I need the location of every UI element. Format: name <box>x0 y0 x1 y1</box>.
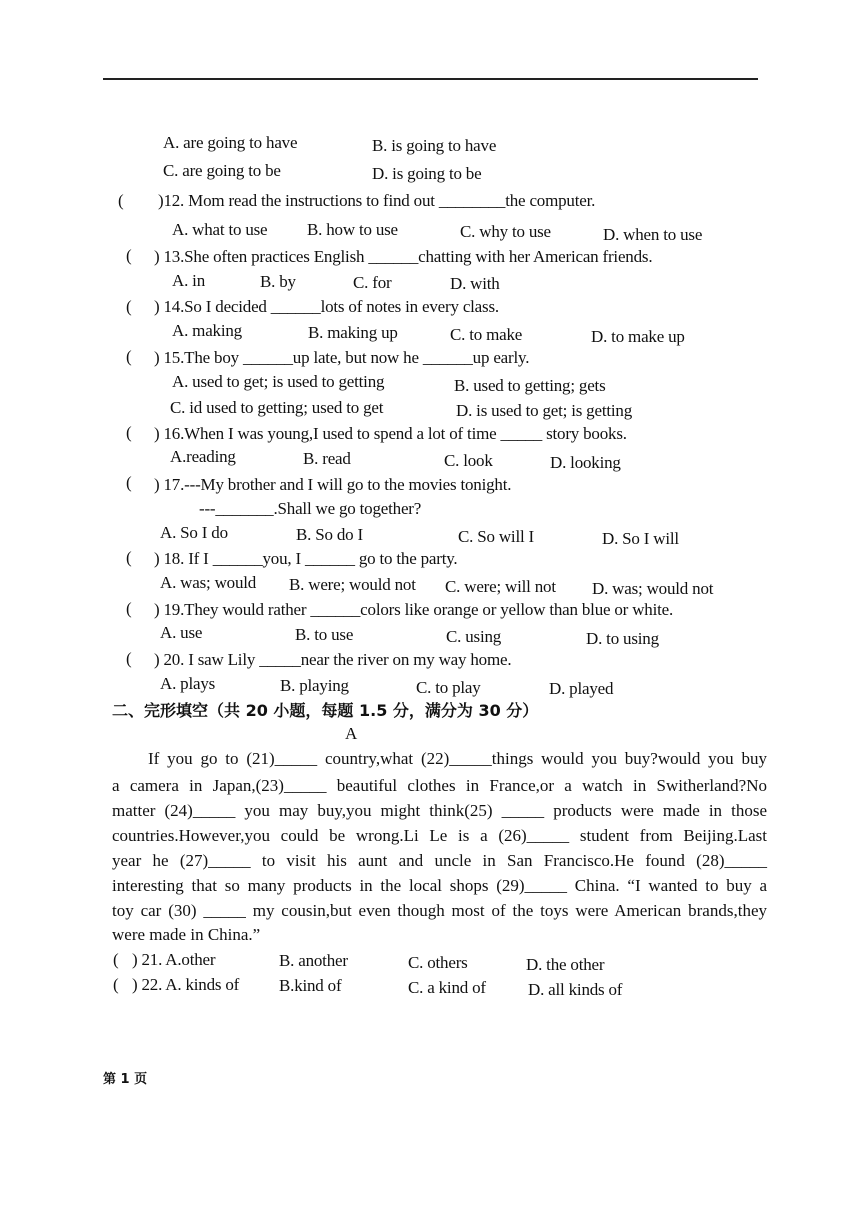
answer-paren: ( <box>113 950 119 969</box>
question-stem: ) 16.When I was young,I used to spend a lot of time _____ story books. <box>154 424 627 443</box>
passage-line: interesting that so many products in the local shops (29)_____ China. “I wanted to buy a <box>112 876 767 895</box>
question-stem: ) 18. If I ______you, I ______ go to the party. <box>154 549 458 568</box>
question-stem: ) 21. A.other <box>132 950 216 969</box>
option: C. for <box>353 273 392 292</box>
q11-option-b: B. is going to have <box>372 136 497 155</box>
option: D. So I will <box>602 529 679 548</box>
answer-paren: ( <box>126 473 132 492</box>
option: A. So I do <box>160 523 228 542</box>
option: A. making <box>172 321 242 340</box>
option: C. a kind of <box>408 978 486 997</box>
page-number: 第 1 页 <box>103 1072 148 1087</box>
question-stem: ) 14.So I decided ______lots of notes in every class. <box>154 297 499 316</box>
option: A. what to use <box>172 220 268 239</box>
option: C. why to use <box>460 222 551 241</box>
option: D. the other <box>526 955 605 974</box>
option: D. all kinds of <box>528 980 623 999</box>
option: A. was; would <box>160 573 257 592</box>
passage-line: a camera in Japan,(23)_____ beautiful clothes in France,or a watch in Switherland?No <box>112 776 767 795</box>
header-rule <box>103 78 758 80</box>
question-stem: ) 15.The boy ______up late, but now he ______up early. <box>154 348 530 367</box>
answer-paren: ( <box>126 423 132 442</box>
passage-line: matter (24)_____ you may buy,you might think(25) _____ products were made in those <box>112 801 767 820</box>
question-stem: ) 19.They would rather ______colors like orange or yellow than blue or white. <box>154 600 674 619</box>
q11-option-a: A. are going to have <box>163 133 298 152</box>
option: A. plays <box>160 674 216 693</box>
option: C. others <box>408 953 468 972</box>
option: D. was; would not <box>592 579 714 598</box>
passage-line: year he (27)_____ to visit his aunt and uncle in San Francisco.He found (28)_____ <box>112 851 767 870</box>
option: A.reading <box>170 447 236 466</box>
option: D. played <box>549 679 614 698</box>
passage-line: If you go to (21)_____ country,what (22)_____things would you buy?would you buy <box>148 749 767 768</box>
question-stem: )12. Mom read the instructions to find out ________the computer. <box>158 191 596 210</box>
question-stem: ) 17.---My brother and I will go to the movies tonight. <box>154 475 512 494</box>
option: D. is used to get; is getting <box>456 401 632 420</box>
option: B.kind of <box>279 976 342 995</box>
answer-paren: ( <box>126 297 132 316</box>
option: C. So will I <box>458 527 535 546</box>
option: A. used to get; is used to getting <box>172 372 385 391</box>
option: D. looking <box>550 453 621 472</box>
option: B. by <box>260 272 296 291</box>
answer-paren: ( <box>126 548 132 567</box>
q11-option-d: D. is going to be <box>372 164 482 183</box>
option: B. making up <box>308 323 398 342</box>
option: A. use <box>160 623 203 642</box>
passage-line: were made in China.” <box>112 925 261 944</box>
option: C. were; will not <box>445 577 556 596</box>
passage-label: A <box>345 724 358 743</box>
option: B. another <box>279 951 348 970</box>
question-stem-continued: ---_______.Shall we go together? <box>199 499 422 518</box>
passage-line: toy car (30) _____ my cousin,but even though most of the toys were American brands,they <box>112 901 767 920</box>
section-title: 二、完形填空（共 20 小题，每题 1.5 分，满分为 30 分） <box>112 701 539 720</box>
option: B. were; would not <box>289 575 416 594</box>
option: D. to using <box>586 629 659 648</box>
option: C. to make <box>450 325 523 344</box>
answer-paren: ( <box>126 599 132 618</box>
answer-paren: ( <box>126 246 132 265</box>
option: C. id used to getting; used to get <box>170 398 384 417</box>
option: C. to play <box>416 678 481 697</box>
answer-paren: ( <box>113 975 119 994</box>
option: C. using <box>446 627 502 646</box>
answer-paren: ( <box>118 191 124 210</box>
option: B. to use <box>295 625 354 644</box>
option: B. how to use <box>307 220 398 239</box>
answer-paren: ( <box>126 347 132 366</box>
option: D. with <box>450 274 500 293</box>
option: B. used to getting; gets <box>454 376 606 395</box>
option: B. read <box>303 449 351 468</box>
question-stem: ) 13.She often practices English ______chatting with her American friends. <box>154 247 653 266</box>
option: B. So do I <box>296 525 363 544</box>
q11-option-c: C. are going to be <box>163 161 281 180</box>
passage-line: countries.However,you could be wrong.Li Le is a (26)_____ student from Beijing.Last <box>112 826 767 845</box>
question-stem: ) 20. I saw Lily _____near the river on my way home. <box>154 650 512 669</box>
answer-paren: ( <box>126 649 132 668</box>
option: A. in <box>172 271 206 290</box>
option: C. look <box>444 451 493 470</box>
option: D. to make up <box>591 327 685 346</box>
option: D. when to use <box>603 225 703 244</box>
option: B. playing <box>280 676 349 695</box>
question-stem: ) 22. A. kinds of <box>132 975 240 994</box>
